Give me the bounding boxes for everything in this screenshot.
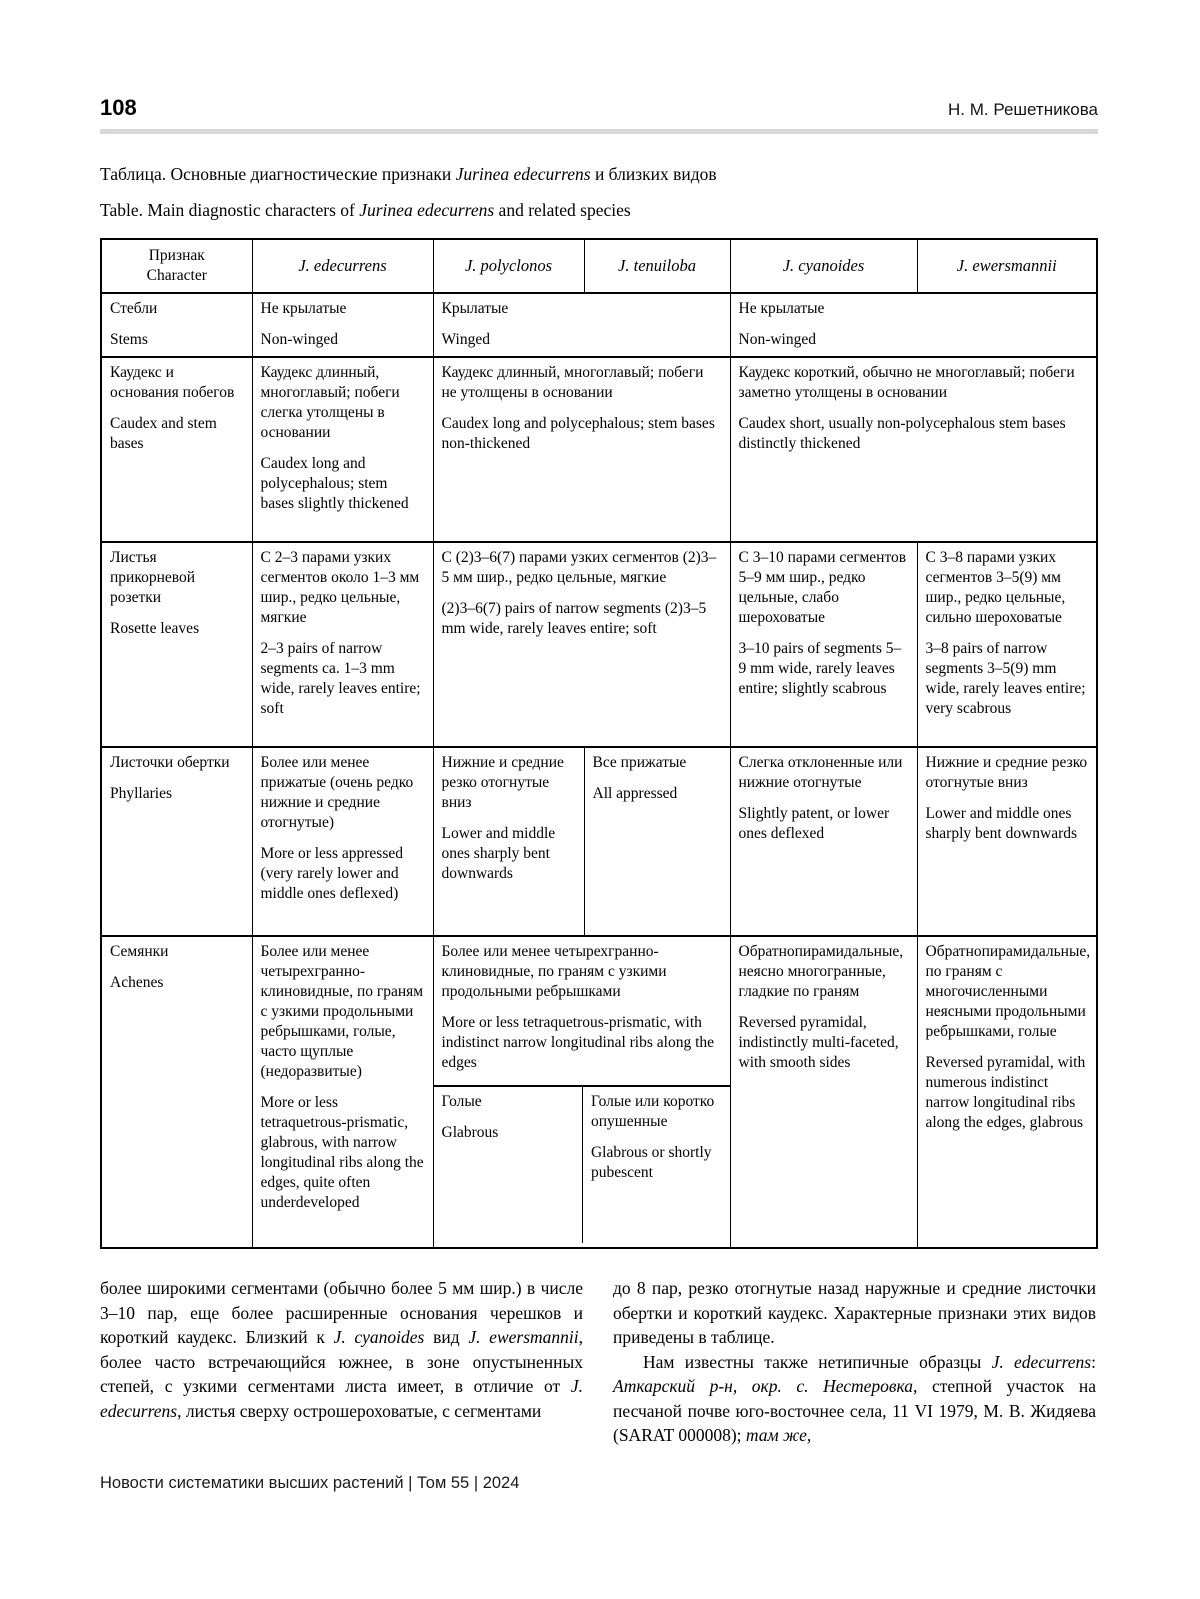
stems-polyclonos-tenuiloba: Крылатые Winged [433,293,730,357]
achenes-edecurrens: Более или менее четырехгранно-клиновидные, по граням с узкими продольными ребрышками, голые, часто щуплые (недоразвитые) More or less tetraquetrous-prismatic, glabrous, with narrow longitudinal ribs along the edges, quite often underdeveloped [252,936,433,1248]
col-header-character-en: Character [146,267,207,284]
body-column-right [613,1276,1096,1448]
row-achenes [101,936,1097,1248]
caudex-cyanoides-ewersmannii: Каудекс короткий, обычно не многоглавый; побеги заметно утолщены в основании Caudex short, usually non-polycephalous stem bases distinctly thickened [730,357,1097,542]
phyllaries-polyclonos: Нижние и средние резко отогнутые вниз Lower and middle ones sharply bent downwards [433,747,584,936]
achenes-poly-tenui-shared: Более или менее четырехгранно-клиновидные, по граням с узкими продольными ребрышками More or less tetraquetrous-prismatic, with indistinct narrow longitudinal ribs along the edges [434,937,730,1087]
caudex-polyclonos-tenuiloba: Каудекс длинный, многоглавый; побеги не утолщены в основании Caudex long and polycephalous; stem bases non-thickened [433,357,730,542]
achenes-polyclonos: Голые Glabrous [434,1087,583,1243]
row-caudex [101,357,1097,542]
rosette-edecurrens: С 2–3 парами узких сегментов около 1–3 мм шир., редко цельные, мягкие 2–3 pairs of narrow segments ca. 1–3 mm wide, rarely leaves entire; soft [252,542,433,747]
header-rule [100,129,1098,134]
phyllaries-cyanoides: Слегка отклоненные или нижние отогнутые Slightly patent, or lower ones deflexed [730,747,917,936]
rosette-cyanoides: С 3–10 парами сегментов 5–9 мм шир., редко цельные, слабо шероховатые 3–10 pairs of segments 5–9 mm wide, rarely leaves entire; slightly scabrous [730,542,917,747]
page-number: 108 [100,95,137,120]
phyllaries-tenuiloba: Все прижатые All appressed [584,747,730,936]
caudex-edecurrens: Каудекс длинный, многоглавый; побеги слегка утолщены в основании Caudex long and polycephalous; stem bases slightly thickened [252,357,433,542]
achenes-cyanoides: Обратнопирамидальные, неясно многогранные, гладкие по граням Reversed pyramidal, indistinctly multi-faceted, with smooth sides [730,936,917,1248]
paragraph-right-continuation: до 8 пар, резко отогнутые назад наружные и средние листочки обертки и короткий каудекс. Характерные признаки этих видов приведены в таблице. [613,1278,1096,1347]
col-header-polyclonos: J. polyclonos [433,239,584,293]
row-phyllaries [101,747,1097,936]
stems-cyanoides-ewersmannii: Не крылатые Non-winged [730,293,1097,357]
stems-label: Стебли Stems [101,293,252,357]
body-text [100,1276,1098,1448]
row-stems [101,293,1097,357]
achenes-label: Семянки Achenes [101,936,252,1248]
caudex-label: Каудекс и основания побегов Caudex and stem bases [101,357,252,542]
phyllaries-label: Листочки обертки Phyllaries [101,747,252,936]
rosette-ewersmannii: С 3–8 парами узких сегментов 3–5(9) мм шир., редко цельные, сильно шероховатые 3–8 pairs of narrow segments 3–5(9) mm wide, rarely leaves entire; very scabrous [917,542,1097,747]
col-header-edecurrens: J. edecurrens [252,239,433,293]
running-head-author: Н. М. Решетникова [948,100,1098,119]
rosette-polyclonos-tenuiloba: С (2)3–6(7) парами узких сегментов (2)3–5 мм шир., редко цельные, мягкие (2)3–6(7) pairs of narrow segments (2)3–5 mm wide, rarely leaves entire; soft [433,542,730,747]
phyllaries-ewersmannii: Нижние и средние резко отогнутые вниз Lower and middle ones sharply bent downwards [917,747,1097,936]
achenes-polyclonos-tenuiloba [433,936,730,1248]
table-header-row [101,239,1097,293]
paragraph-right-new: Нам известны также нетипичные образцы J. edecurrens: Аткарский р-н, окр. с. Нестеровка, степной участок на песчаной почве юго-восточнее села, 11 VI 1979, М. В. Жидяева (SARAT 000008); там же, [613,1351,1096,1445]
diagnostic-table [100,238,1098,1249]
phyllaries-edecurrens: Более или менее прижатые (очень редко нижние и средние отогнутые) More or less appressed (very rarely lower and middle ones deflexed) [252,747,433,936]
achenes-tenuiloba: Голые или коротко опушенные Glabrous or shortly pubescent [590,1093,715,1181]
achenes-ewersmannii: Обратнопирамидальные, по граням с многочисленными неясными продольными ребрышками, голые Reversed pyramidal, with numerous indistinct narrow longitudinal ribs along the edges, glabrous [917,936,1097,1248]
col-header-ewersmannii: J. ewersmannii [917,239,1097,293]
running-head [100,96,1098,120]
journal-footer: Новости систематики высших растений | Том 55 | 2024 [100,1473,520,1492]
stems-edecurrens: Не крылатые Non-winged [252,293,433,357]
table-caption-en: Table. Main diagnostic characters of Jurinea edecurrens and related species [100,200,631,220]
rosette-label: Листья прикорневой розетки Rosette leaves [101,542,252,747]
col-header-character-ru: Признак [148,247,205,264]
col-header-tenuiloba: J. tenuiloba [584,239,730,293]
col-header-character [101,239,252,293]
body-column-left [100,1276,583,1448]
paragraph-left-continuation: более широкими сегментами (обычно более 5 мм шир.) в числе 3–10 пар, еще более расширенные основания черешков и короткий каудекс. Близкий к J. cyanoides вид J. ewersmannii, более часто встречающийся южнее, в зоне опустыненных степей, с узкими сегментами листа имеет, в отличие от J. edecurrens, листья сверху острошероховатые, с сегментами [100,1278,583,1421]
col-header-cyanoides: J. cyanoides [730,239,917,293]
row-rosette-leaves [101,542,1097,747]
table-caption-ru: Таблица. Основные диагностические признаки Jurinea edecurrens и близких видов [100,164,717,184]
